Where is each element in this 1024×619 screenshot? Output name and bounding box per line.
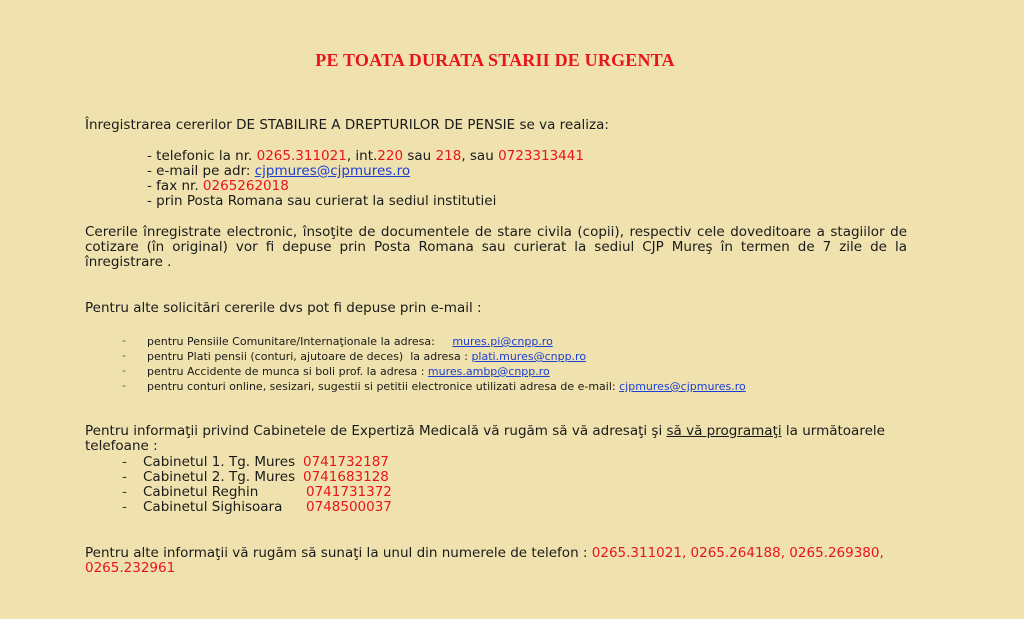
cabinet-phone: 0748500037 [306,499,392,515]
phone-sep-1: , int. [346,148,378,164]
list-item [147,379,746,394]
email-link-plati[interactable]: plati.mures@cnpp.ro [471,350,587,363]
other-info [85,546,915,576]
list-bullet: - [122,499,127,515]
list-bullet: - [122,484,127,500]
list-item [147,349,586,364]
other-requests-heading: Pentru alte solicitări cererile dvs pot fi depuse prin e-mail : [85,300,482,316]
cabinets-intro [85,424,907,454]
cabinet-name: Cabinetul Reghin [143,484,259,500]
cabinet-item [122,484,392,500]
cabinet-item [122,499,392,515]
phone-sep-3: , sau [461,148,499,164]
cabinet-name: Cabinetul 1. Tg. Mures [143,454,296,470]
phone-number-main: 0265.311021 [256,148,347,164]
list-bullet: - [122,334,126,347]
cabinets-intro-text: Pentru informaţii privind Cabinetele de Expertiză Medicală vă rugăm să vă adresaţi şi [85,423,667,439]
list-item-label: pentru Pensiile Comunitare/Internaţionale la adresa: [147,335,453,348]
list-bullet: - [122,379,126,392]
cabinet-phone: 0741732187 [303,454,389,470]
list-item [147,364,550,379]
email-link-online[interactable]: cjpmures@cjpmures.ro [619,380,746,393]
email-prefix: - e-mail pe adr: [147,163,255,179]
email-method [147,164,410,179]
cabinet-name: Cabinetul 2. Tg. Mures [143,469,296,485]
email-link[interactable]: cjpmures@cjpmures.ro [254,163,411,179]
cabinet-phone: 0741683128 [303,469,389,485]
page-title: PE TOATA DURATA STARII DE URGENTA [315,50,675,70]
phone-mobile: 0723313441 [498,148,584,164]
intro-suffix: se va realiza: [515,117,609,133]
email-link-ambp[interactable]: mures.ambp@cnpp.ro [427,365,550,378]
fax-method [147,179,289,194]
intro-paragraph [85,118,609,133]
fax-prefix: - fax nr. [147,178,203,194]
other-info-text: Pentru alte informaţii vă rugăm să sunaţi la unul din numerele de telefon : [85,545,592,561]
cabinet-item [122,469,389,485]
list-item-label: pentru conturi online, sesizari, sugestii si petitii electronice utilizati adresa de e-mail: [147,380,620,393]
intro-emphasis: DE STABILIRE A DREPTURILOR DE PENSIE [236,117,516,133]
phone-prefix: - telefonic la nr. [147,148,257,164]
list-item-label: pentru Accidente de munca si boli prof. la adresa : [147,365,428,378]
cabinet-name: Cabinetul Sighisoara [143,499,283,515]
email-link-pi[interactable]: mures.pi@cnpp.ro [452,335,553,348]
phone-sep-2: sau [403,148,436,164]
post-method: - prin Posta Romana sau curierat la sediul institutiei [147,193,497,209]
list-item-label: pentru Plati pensii (conturi, ajutoare de deces) la adresa : [147,350,472,363]
list-bullet: - [122,454,127,470]
cabinets-intro-underlined: să vă programaţi [666,423,782,439]
other-info-numbers: 0265.311021, 0265.264188, 0265.269380, 0265.232961 [85,545,884,576]
cabinet-item [122,454,389,470]
phone-ext-2: 218 [435,148,462,164]
cabinets-intro-text-end: la următoarele telefoane : [85,423,885,454]
list-bullet: - [122,349,126,362]
fax-number: 0265262018 [202,178,289,194]
phone-ext-1: 220 [377,148,404,164]
phone-method [147,149,584,164]
list-bullet: - [122,364,126,377]
electronic-note: Cererile înregistrate electronic, însoţite de documentele de stare civila (copii), respectiv cele doveditoare a stagiilor de cotizare (în original) vor fi depuse prin Posta Romana sau curierat la sediul CJP Mureş în termen de 7 zile de la înregistrare . [85,224,907,270]
list-bullet: - [122,469,127,485]
cabinet-phone: 0741731372 [306,484,392,500]
intro-prefix: Înregistrarea cererilor [85,117,237,133]
list-item [147,334,553,349]
